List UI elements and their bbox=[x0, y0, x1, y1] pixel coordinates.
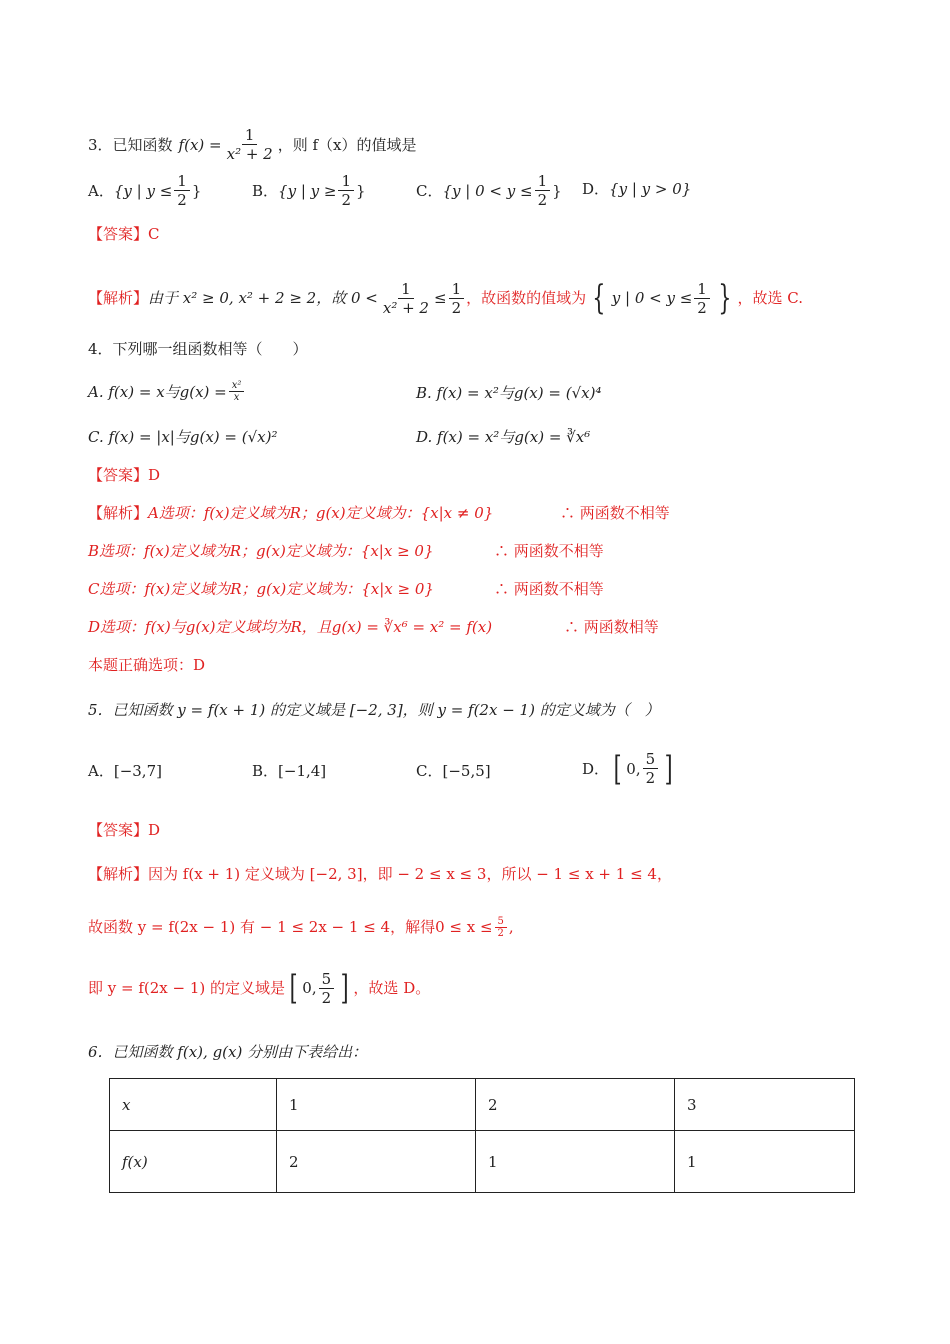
q3-analysis-num3: 1 bbox=[694, 280, 710, 299]
q4-analysis-c-text: C选项：f(x)定义域为R；g(x)定义域为：{x|x ≥ 0} bbox=[88, 580, 434, 598]
table-row bbox=[110, 1079, 855, 1131]
q4-analysis-a-text: A选项：f(x)定义域为R；g(x)定义域为：{x|x ≠ 0} bbox=[148, 504, 494, 522]
q4-stem: 4．下列哪一组函数相等（ ） bbox=[88, 340, 308, 358]
q3-option-c-post: } bbox=[552, 181, 562, 200]
q5-option-d-pre: 0, bbox=[626, 759, 641, 778]
q3-option-c-den: 2 bbox=[537, 191, 548, 209]
q3-analysis-den2: 2 bbox=[451, 298, 462, 317]
q3-option-b-den: 2 bbox=[341, 191, 351, 209]
q3-option-d-value: {y | y > 0} bbox=[609, 179, 692, 198]
q4-option-c: C. f(x) = |x|与g(x) = (√x)² bbox=[88, 428, 278, 446]
table-cell: 1 bbox=[476, 1131, 675, 1193]
q5-analysis-line2-post: , bbox=[508, 918, 514, 936]
q4-final-answer: 本题正确选项：D bbox=[88, 656, 206, 674]
q4-analysis-line-d bbox=[88, 615, 890, 639]
table-row bbox=[110, 1131, 855, 1193]
q5-option-a-label: A． bbox=[88, 762, 114, 780]
q5-option-d-label: D． bbox=[582, 760, 610, 778]
q3-stem-suffix: ，则 f（x）的值域是 bbox=[277, 135, 417, 154]
q3-stem bbox=[88, 126, 890, 163]
q3-option-c-pre: {y | 0 < y ≤ bbox=[442, 181, 533, 200]
q3-analysis: 【解析】 由于 x² ≥ 0, x² + 2 ≥ 2，故 0 < $\frac{1}{\text{x² + 2}}$ ≤ $\frac{1}{2}$ ，故函数的值域为 { y | 0 < y ≤ $\frac{1}{2}$ } ，故选 C. bbox=[88, 278, 803, 318]
q3-option-a-num: 1 bbox=[174, 172, 190, 191]
q3-option-a-label: A． bbox=[88, 182, 114, 200]
q3-analysis-den3: 2 bbox=[697, 298, 707, 317]
table-cell: 1 bbox=[277, 1079, 476, 1131]
q5-option-a bbox=[88, 760, 162, 781]
q5-analysis-line3-post: ，故选 D。 bbox=[353, 979, 431, 997]
q4-option-b: B. f(x) = x²与g(x) = (√x)⁴ bbox=[416, 384, 602, 402]
q3-stem-prefix: 3．已知函数 bbox=[88, 135, 173, 154]
q4-analysis-line-a bbox=[88, 501, 890, 525]
q5-analysis-line3: 即 y = f(2x − 1) 的定义域是 [ 0, $\frac{5}{2}$ ] ，故选 D。 bbox=[88, 968, 431, 1008]
q4-analysis-a-conclusion: ∴ 两函数不相等 bbox=[560, 504, 670, 522]
q3-option-c-num: 1 bbox=[535, 172, 551, 191]
q4-option-a-num: x² bbox=[229, 380, 245, 392]
q3-option-b-post: } bbox=[356, 181, 366, 200]
q3-func-num: 1 bbox=[242, 126, 258, 145]
q5-analysis-line3-pre: 即 y = f(2x − 1) 的定义域是 bbox=[88, 979, 286, 997]
q3-analysis-part-b: ≤ bbox=[433, 289, 447, 307]
q5-analysis-tag: 【解析】 bbox=[88, 865, 149, 883]
q5-option-c-label: C． bbox=[416, 762, 443, 780]
q3-option-c bbox=[416, 172, 562, 209]
q5-option-d-num: 5 bbox=[643, 750, 659, 769]
q5-option-b-value: [−1,4] bbox=[278, 761, 327, 780]
q5-option-c-value: [−5,5] bbox=[442, 761, 491, 780]
q3-option-a-post: } bbox=[191, 181, 202, 200]
q5-option-a-value: [−3,7] bbox=[113, 761, 162, 780]
q3-func-fraction bbox=[224, 126, 276, 163]
q5-analysis-line1-text: 因为 f(x + 1) 定义域为 [−2, 3]，即 − 2 ≤ x ≤ 3，所以 − 1 ≤ x + 1 ≤ 4， bbox=[148, 865, 672, 883]
q3-answer: 【答案】C bbox=[88, 225, 160, 243]
q5-option-c bbox=[416, 760, 491, 781]
q4-analysis-d-text: D选项：f(x)与g(x)定义域均为R，且g(x) = ∛x⁶ = x² = f(x) bbox=[88, 618, 493, 636]
q3-option-b bbox=[252, 172, 366, 209]
q3-option-d-label: D． bbox=[582, 180, 610, 198]
table-cell: 2 bbox=[277, 1131, 476, 1193]
q3-option-a bbox=[88, 172, 201, 209]
q3-analysis-part-c: ，故函数的值域为 bbox=[466, 289, 587, 307]
q5-analysis-line2-pre: 故函数 y = f(2x − 1) 有 − 1 ≤ 2x − 1 ≤ 4，解得0 ≤ x ≤ bbox=[88, 918, 493, 936]
q4-analysis-d-conclusion: ∴ 两函数相等 bbox=[564, 618, 659, 636]
q4-option-a bbox=[88, 380, 246, 403]
q4-option-a-pre: A. f(x) = x与g(x) = bbox=[88, 383, 227, 401]
q5-option-d-den: 2 bbox=[645, 769, 656, 787]
table-cell: 3 bbox=[675, 1079, 855, 1131]
q5-analysis-line2-num: 5 bbox=[495, 916, 507, 928]
q3-option-b-pre: {y | y ≥ bbox=[278, 181, 337, 200]
q4-analysis-line-b bbox=[88, 539, 890, 563]
q3-func-den: x² + 2 bbox=[226, 145, 273, 163]
q3-analysis-part-d: ，故选 C. bbox=[737, 289, 803, 307]
q3-option-a-pre: {y | y ≤ bbox=[113, 181, 173, 200]
q3-analysis-set: y | 0 < y ≤ bbox=[611, 289, 693, 307]
table-cell: f(x) bbox=[110, 1131, 277, 1193]
q3-analysis-part-a: 由于 x² ≥ 0, x² + 2 ≥ 2，故 0 < bbox=[148, 289, 378, 307]
q5-analysis-line3-den: 2 bbox=[321, 988, 332, 1007]
q3-analysis-num2: 1 bbox=[449, 280, 465, 299]
q3-option-d bbox=[582, 178, 691, 199]
q6-stem: 6．已知函数 f(x), g(x) 分别由下表给出： bbox=[88, 1043, 368, 1061]
q3-option-a-den: 2 bbox=[177, 191, 187, 209]
q3-analysis-num1: 1 bbox=[398, 280, 414, 299]
q4-option-a-den: x bbox=[233, 392, 240, 403]
q3-option-b-num: 1 bbox=[338, 172, 354, 191]
q5-option-d: D． [ 0, $\frac{5}{2}$ ] bbox=[582, 748, 673, 789]
q4-analysis-tag: 【解析】 bbox=[88, 504, 149, 522]
q5-answer: 【答案】D bbox=[88, 821, 161, 839]
q3-analysis-tag: 【解析】 bbox=[88, 289, 149, 307]
q5-option-b-label: B． bbox=[252, 762, 279, 780]
q3-analysis-den1: x² + 2 bbox=[382, 298, 429, 317]
table-cell: x bbox=[110, 1079, 277, 1131]
q4-analysis-c-conclusion: ∴ 两函数不相等 bbox=[494, 580, 604, 598]
q4-analysis-b-conclusion: ∴ 两函数不相等 bbox=[494, 542, 604, 560]
q4-option-d: D. f(x) = x²与g(x) = ∛x⁶ bbox=[416, 428, 591, 446]
q3-option-b-label: B． bbox=[252, 182, 279, 200]
q5-analysis-line2 bbox=[88, 912, 890, 942]
q5-analysis-line1 bbox=[88, 862, 890, 886]
q3-func-lhs: f(x) = bbox=[178, 135, 222, 154]
q5-stem: 5．已知函数 y = f(x + 1) 的定义域是 [−2, 3]，则 y = f(2x − 1) 的定义域为（ ） bbox=[88, 701, 660, 719]
q4-analysis-line-c bbox=[88, 577, 890, 601]
q5-analysis-line3-num: 5 bbox=[319, 970, 335, 989]
q3-option-c-label: C． bbox=[416, 182, 443, 200]
q4-analysis-b-text: B选项：f(x)定义域为R；g(x)定义域为：{x|x ≥ 0} bbox=[88, 542, 434, 560]
q6-function-table bbox=[109, 1078, 855, 1193]
table-cell: 2 bbox=[476, 1079, 675, 1131]
q5-analysis-line3-inner: 0, bbox=[302, 979, 317, 997]
q5-option-b bbox=[252, 760, 326, 781]
table-cell: 1 bbox=[675, 1131, 855, 1193]
q4-answer: 【答案】D bbox=[88, 466, 161, 484]
q5-analysis-line2-den: 2 bbox=[497, 927, 504, 939]
